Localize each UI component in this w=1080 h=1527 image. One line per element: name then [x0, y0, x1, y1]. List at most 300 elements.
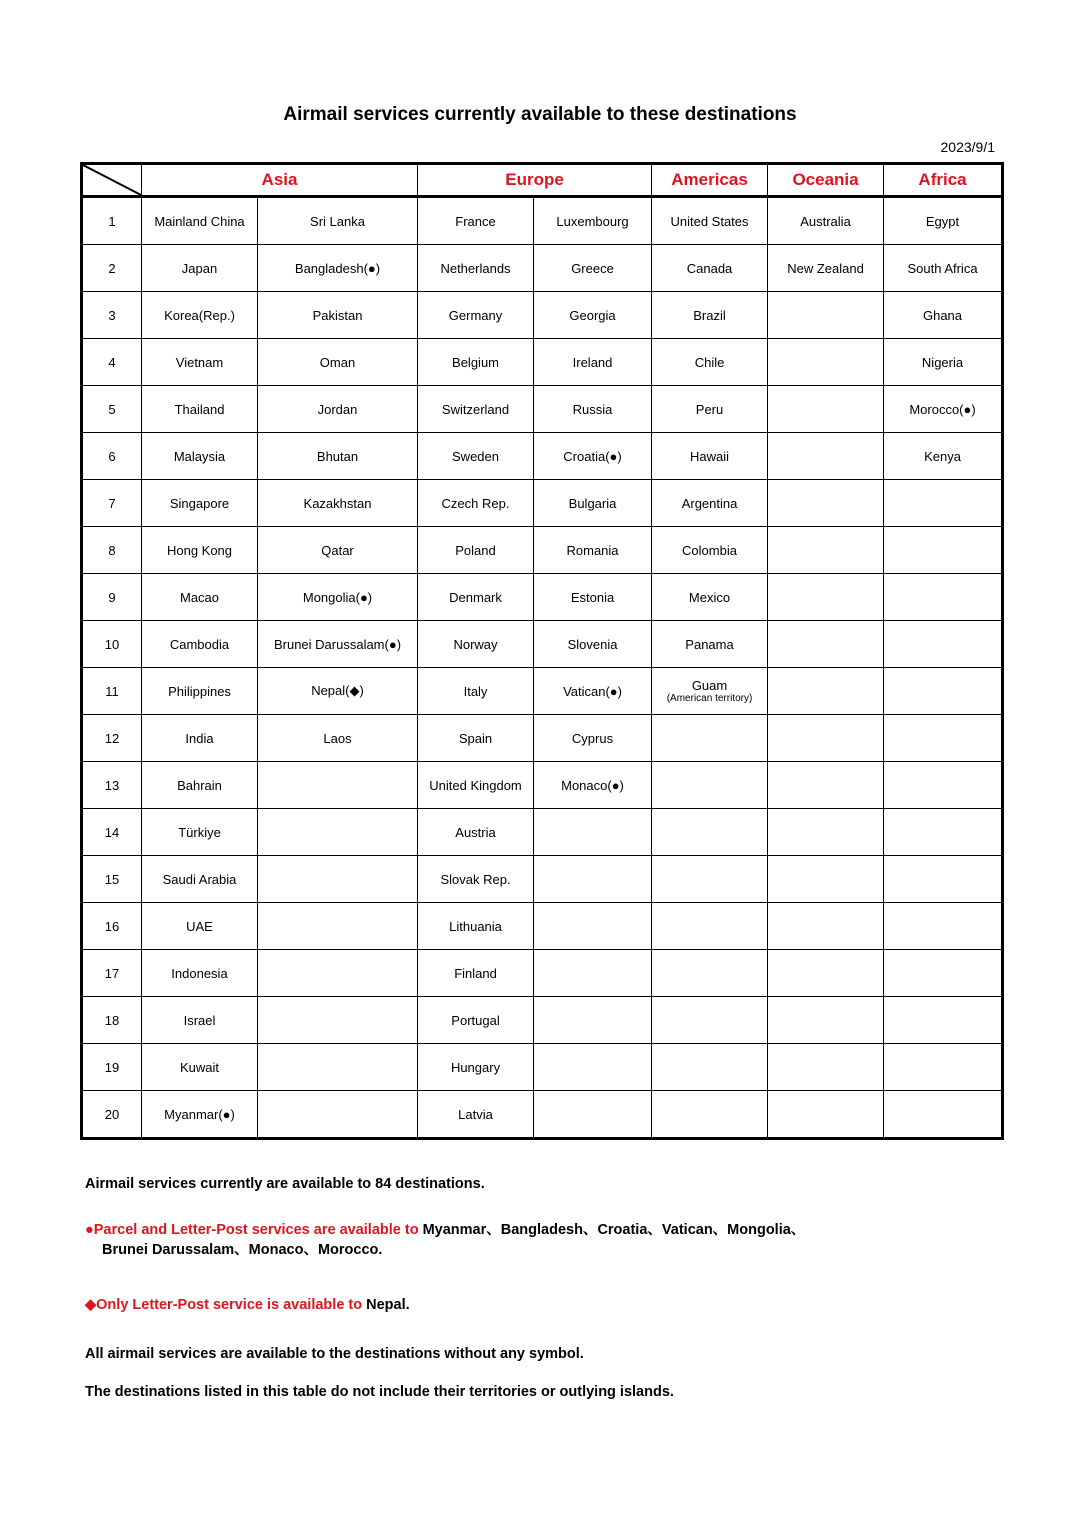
cell-asia-2: [258, 856, 418, 903]
cell-asia-1-text: Indonesia: [171, 965, 228, 981]
cell-africa: [884, 433, 1003, 480]
cell-oceania: [768, 245, 884, 292]
cell-asia-1-text: UAE: [186, 918, 213, 934]
cell-europe-1-text: Switzerland: [441, 401, 510, 417]
cell-asia-1-text: Myanmar(●): [164, 1106, 235, 1122]
cell-oceania: [768, 903, 884, 950]
cell-asia-1: [142, 292, 258, 339]
cell-oceania: [768, 809, 884, 856]
cell-americas: [652, 621, 768, 668]
cell-europe-2-text: Monaco(●): [561, 777, 624, 793]
cell-europe-2-text: Vatican(●): [563, 683, 622, 699]
cell-oceania: [768, 715, 884, 762]
cell-americas-text: Chile: [694, 354, 725, 370]
cell-europe-1: [418, 1091, 534, 1139]
header-africa: Africa: [884, 164, 1003, 197]
row-number-text: 17: [104, 965, 120, 981]
cell-asia-2-text: Kazakhstan: [303, 495, 372, 511]
cell-europe-2: [534, 809, 652, 856]
cell-africa: [884, 668, 1003, 715]
row-number: [82, 339, 142, 386]
cell-asia-1-text: Korea(Rep.): [164, 307, 235, 323]
cell-africa-text: Egypt: [925, 213, 960, 229]
cell-americas-text: Brazil: [693, 307, 726, 323]
row-number: [82, 197, 142, 245]
cell-asia-2: [258, 386, 418, 433]
cell-americas-subtext: (American territory): [666, 693, 753, 704]
row-number-text: 1: [108, 213, 116, 229]
cell-africa: [884, 1091, 1003, 1139]
cell-africa: [884, 480, 1003, 527]
cell-asia-2: [258, 903, 418, 950]
table-row: [82, 856, 1003, 903]
cell-europe-1: [418, 621, 534, 668]
cell-asia-2: [258, 668, 418, 715]
cell-americas: [652, 197, 768, 245]
cell-americas: [652, 950, 768, 997]
row-number-text: 2: [108, 260, 116, 276]
cell-africa: [884, 292, 1003, 339]
cell-asia-1-text: India: [185, 730, 214, 746]
cell-europe-2: [534, 1091, 652, 1139]
row-number-text: 8: [108, 542, 116, 558]
cell-europe-2: [534, 668, 652, 715]
cell-oceania: [768, 292, 884, 339]
cell-africa: [884, 809, 1003, 856]
cell-europe-2: [534, 527, 652, 574]
cell-europe-1: [418, 856, 534, 903]
issue-date: 2023/9/1: [940, 139, 995, 155]
row-number: [82, 809, 142, 856]
cell-africa: [884, 715, 1003, 762]
cell-americas: [652, 339, 768, 386]
cell-asia-1-text: Cambodia: [169, 636, 230, 652]
cell-asia-1: [142, 715, 258, 762]
header-row: [82, 164, 1003, 197]
cell-europe-2-text: Croatia(●): [563, 448, 622, 464]
cell-europe-2: [534, 292, 652, 339]
cell-asia-2: [258, 997, 418, 1044]
row-number-text: 5: [108, 401, 116, 417]
cell-asia-2: [258, 809, 418, 856]
cell-asia-2-text: Jordan: [317, 401, 358, 417]
row-number: [82, 621, 142, 668]
row-number-text: 7: [108, 495, 116, 511]
cell-oceania: [768, 197, 884, 245]
cell-asia-1: [142, 574, 258, 621]
cell-africa: [884, 762, 1003, 809]
table-row: [82, 574, 1003, 621]
letter-note: [85, 1297, 1045, 1313]
cell-europe-1-text: United Kingdom: [429, 777, 522, 793]
cell-europe-1-text: Lithuania: [449, 918, 502, 934]
cell-oceania: [768, 527, 884, 574]
cell-asia-2: [258, 433, 418, 480]
cell-asia-1: [142, 433, 258, 480]
cell-europe-1: [418, 762, 534, 809]
cell-africa-text: Kenya: [924, 448, 961, 464]
cell-asia-2: [258, 950, 418, 997]
row-number: [82, 480, 142, 527]
cell-europe-2: [534, 386, 652, 433]
cell-asia-1: [142, 809, 258, 856]
cell-europe-2-text: Estonia: [570, 589, 615, 605]
cell-oceania: [768, 668, 884, 715]
cell-europe-1-text: Czech Rep.: [441, 495, 510, 511]
cell-europe-1: [418, 668, 534, 715]
cell-europe-2: [534, 197, 652, 245]
table-row: [82, 339, 1003, 386]
cell-asia-1: [142, 339, 258, 386]
cell-europe-2: [534, 621, 652, 668]
cell-asia-2: [258, 339, 418, 386]
cell-asia-1: [142, 903, 258, 950]
cell-americas-text: Panama: [685, 636, 734, 652]
cell-africa: [884, 574, 1003, 621]
cell-americas: [652, 433, 768, 480]
cell-asia-2: [258, 574, 418, 621]
cell-europe-1-text: Spain: [458, 730, 493, 746]
cell-europe-2: [534, 1044, 652, 1091]
cell-asia-1: [142, 197, 258, 245]
cell-asia-1-text: Singapore: [169, 495, 230, 511]
cell-europe-2: [534, 762, 652, 809]
table-row: [82, 480, 1003, 527]
table-row: [82, 715, 1003, 762]
cell-africa: [884, 856, 1003, 903]
cell-europe-1: [418, 574, 534, 621]
header-europe: Europe: [418, 164, 652, 197]
cell-europe-1: [418, 527, 534, 574]
cell-europe-1: [418, 809, 534, 856]
cell-asia-1-text: Malaysia: [173, 448, 226, 464]
cell-asia-2-text: Pakistan: [312, 307, 363, 323]
row-number: [82, 903, 142, 950]
cell-europe-1: [418, 433, 534, 480]
cell-africa: [884, 245, 1003, 292]
cell-asia-2-text: Qatar: [321, 542, 354, 558]
table-row: [82, 668, 1003, 715]
letter-note-destination: Nepal.: [366, 1297, 410, 1313]
cell-oceania: [768, 997, 884, 1044]
cell-europe-1: [418, 245, 534, 292]
cell-europe-1-text: Norway: [453, 636, 498, 652]
cell-africa: [884, 950, 1003, 997]
cell-americas: [652, 1091, 768, 1139]
table-row: [82, 997, 1003, 1044]
row-number-text: 9: [108, 589, 116, 605]
cell-europe-1-text: Latvia: [458, 1106, 493, 1122]
cell-africa-text: South Africa: [907, 260, 978, 276]
cell-asia-1: [142, 527, 258, 574]
table-row: [82, 386, 1003, 433]
row-number: [82, 574, 142, 621]
row-number-text: 12: [104, 730, 120, 746]
cell-oceania: [768, 339, 884, 386]
cell-asia-1: [142, 1091, 258, 1139]
no-symbol-note: All airmail services are available to the destinations without any symbol.: [85, 1346, 584, 1362]
page-title: Airmail services currently available to these destinations: [283, 104, 797, 125]
table-row: [82, 1091, 1003, 1139]
table-row: [82, 527, 1003, 574]
cell-europe-2-text: Slovenia: [567, 636, 618, 652]
cell-asia-1: [142, 950, 258, 997]
cell-asia-1: [142, 668, 258, 715]
cell-asia-1-text: Philippines: [168, 683, 231, 699]
cell-americas: [652, 245, 768, 292]
cell-africa: [884, 527, 1003, 574]
cell-oceania: [768, 574, 884, 621]
total-note: Airmail services currently are available to 84 destinations.: [85, 1176, 485, 1192]
table-row: [82, 1044, 1003, 1091]
cell-asia-1-text: Hong Kong: [166, 542, 233, 558]
cell-asia-1: [142, 997, 258, 1044]
cell-africa: [884, 997, 1003, 1044]
cell-europe-1-text: France: [455, 213, 496, 229]
cell-asia-1-text: Kuwait: [179, 1059, 220, 1075]
row-number: [82, 527, 142, 574]
cell-asia-1-text: Türkiye: [178, 824, 221, 840]
cell-asia-2: [258, 762, 418, 809]
cell-europe-1: [418, 950, 534, 997]
row-number: [82, 1091, 142, 1139]
cell-americas: [652, 292, 768, 339]
cell-europe-1-text: Slovak Rep.: [440, 871, 511, 887]
cell-asia-1-text: Saudi Arabia: [162, 871, 237, 887]
cell-europe-1: [418, 1044, 534, 1091]
cell-asia-2-text: Oman: [319, 354, 356, 370]
header-oceania: Oceania: [768, 164, 884, 197]
cell-europe-1-text: Netherlands: [440, 260, 511, 276]
cell-oceania: [768, 856, 884, 903]
cell-europe-2: [534, 433, 652, 480]
cell-oceania: [768, 621, 884, 668]
cell-asia-2-text: Laos: [323, 730, 352, 746]
cell-americas: [652, 762, 768, 809]
row-number: [82, 386, 142, 433]
cell-americas: [652, 527, 768, 574]
parcel-note-list-1: Myanmar、Bangladesh、Croatia、Vatican、Mongolia、: [422, 1222, 806, 1238]
cell-europe-2: [534, 715, 652, 762]
cell-asia-2: [258, 715, 418, 762]
row-number-text: 14: [104, 824, 120, 840]
cell-africa: [884, 621, 1003, 668]
row-number: [82, 668, 142, 715]
parcel-note-list-2: Brunei Darussalam、Monaco、Morocco.: [102, 1242, 383, 1258]
cell-asia-1: [142, 245, 258, 292]
cell-africa: [884, 903, 1003, 950]
cell-asia-2: [258, 1091, 418, 1139]
row-number-text: 13: [104, 777, 120, 793]
row-number: [82, 715, 142, 762]
cell-oceania: [768, 762, 884, 809]
cell-europe-1-text: Poland: [455, 542, 496, 558]
row-number: [82, 292, 142, 339]
header-americas: Americas: [652, 164, 768, 197]
table-row: [82, 762, 1003, 809]
cell-americas-text: Hawaii: [690, 448, 730, 464]
cell-europe-2: [534, 903, 652, 950]
cell-americas: [652, 1044, 768, 1091]
row-number: [82, 1044, 142, 1091]
cell-asia-1-text: Thailand: [174, 401, 225, 417]
row-number-text: 18: [104, 1012, 120, 1028]
cell-americas-text: Guam: [691, 678, 728, 693]
row-number-text: 3: [108, 307, 116, 323]
cell-asia-1: [142, 856, 258, 903]
cell-asia-1-text: Vietnam: [175, 354, 224, 370]
row-number: [82, 762, 142, 809]
cell-oceania: [768, 950, 884, 997]
cell-europe-1-text: Belgium: [452, 354, 499, 370]
row-number-text: 6: [108, 448, 116, 464]
cell-asia-2-text: Bangladesh(●): [294, 260, 381, 276]
cell-oceania: [768, 1091, 884, 1139]
row-number: [82, 245, 142, 292]
cell-oceania: [768, 480, 884, 527]
row-number-text: 20: [104, 1106, 120, 1122]
table-row: [82, 903, 1003, 950]
row-number-text: 19: [104, 1059, 120, 1075]
cell-asia-2: [258, 245, 418, 292]
cell-americas: [652, 809, 768, 856]
cell-asia-2-text: Nepal(◆): [311, 683, 364, 698]
cell-europe-2-text: Romania: [566, 542, 619, 558]
row-number-text: 4: [108, 354, 116, 370]
cell-africa: [884, 339, 1003, 386]
cell-europe-2: [534, 997, 652, 1044]
cell-europe-1-text: Austria: [455, 824, 496, 840]
cell-americas: [652, 668, 768, 715]
cell-africa: [884, 1044, 1003, 1091]
row-number: [82, 950, 142, 997]
cell-europe-1-text: Germany: [448, 307, 503, 323]
cell-americas: [652, 997, 768, 1044]
cell-europe-2-text: Georgia: [569, 307, 616, 323]
row-number-text: 11: [105, 683, 119, 699]
cell-americas: [652, 856, 768, 903]
territories-note: The destinations listed in this table do not include their territories or outlying islands.: [85, 1384, 674, 1400]
cell-asia-2: [258, 197, 418, 245]
cell-asia-1-text: Macao: [179, 589, 220, 605]
cell-asia-2: [258, 292, 418, 339]
cell-europe-2-text: Greece: [571, 260, 614, 276]
row-number: [82, 433, 142, 480]
row-number-text: 15: [104, 871, 120, 887]
table-body: [82, 197, 1003, 1139]
cell-americas-text: Mexico: [688, 589, 731, 605]
table-row: [82, 621, 1003, 668]
cell-africa-text: Morocco(●): [909, 401, 976, 417]
cell-asia-2: [258, 621, 418, 668]
cell-europe-1: [418, 480, 534, 527]
cell-europe-1: [418, 292, 534, 339]
cell-europe-2-text: Ireland: [572, 354, 613, 370]
row-number-text: 10: [104, 636, 120, 652]
cell-africa-text: Nigeria: [921, 354, 964, 370]
cell-oceania: [768, 386, 884, 433]
cell-asia-2: [258, 527, 418, 574]
cell-oceania-text: New Zealand: [787, 260, 864, 276]
cell-europe-1-text: Portugal: [451, 1012, 500, 1028]
cell-asia-1: [142, 621, 258, 668]
cell-europe-1: [418, 903, 534, 950]
cell-americas: [652, 386, 768, 433]
cell-europe-2: [534, 950, 652, 997]
cell-americas-text: United States: [670, 213, 749, 229]
cell-europe-1-text: Italy: [463, 683, 488, 699]
cell-oceania: [768, 433, 884, 480]
cell-americas: [652, 903, 768, 950]
diagonal-line-icon: [83, 165, 141, 195]
cell-americas-text: Colombia: [682, 542, 737, 558]
cell-europe-1: [418, 339, 534, 386]
table-row: [82, 809, 1003, 856]
cell-asia-1-text: Japan: [181, 260, 218, 276]
cell-europe-2-text: Cyprus: [571, 730, 614, 746]
cell-europe-1-text: Hungary: [450, 1059, 501, 1075]
row-number-text: 16: [104, 918, 120, 934]
cell-americas: [652, 715, 768, 762]
cell-asia-1: [142, 480, 258, 527]
cell-europe-1-text: Sweden: [452, 448, 499, 464]
parcel-note-label: ●Parcel and Letter-Post services are available to: [85, 1222, 423, 1238]
row-number: [82, 997, 142, 1044]
cell-europe-2-text: Russia: [572, 401, 613, 417]
cell-europe-2: [534, 339, 652, 386]
cell-europe-1: [418, 715, 534, 762]
cell-europe-1-text: Finland: [454, 965, 497, 981]
cell-africa: [884, 197, 1003, 245]
cell-asia-1-text: Bahrain: [177, 777, 222, 793]
cell-asia-2-text: Bhutan: [316, 448, 359, 464]
header-asia: Asia: [142, 164, 418, 197]
cell-asia-2: [258, 1044, 418, 1091]
table-row: [82, 950, 1003, 997]
cell-americas-text: Argentina: [681, 495, 738, 511]
corner-cell: [82, 164, 142, 197]
cell-asia-1: [142, 762, 258, 809]
cell-americas-text: Peru: [695, 401, 724, 417]
table-row: [82, 433, 1003, 480]
cell-asia-1-text: Mainland China: [154, 213, 245, 229]
cell-africa: [884, 386, 1003, 433]
cell-europe-2: [534, 480, 652, 527]
parcel-note: [85, 1220, 1045, 1260]
cell-europe-2-text: Luxembourg: [556, 213, 629, 229]
cell-asia-2-text: Brunei Darussalam(●): [273, 636, 402, 652]
cell-asia-1: [142, 1044, 258, 1091]
cell-asia-2-text: Sri Lanka: [310, 213, 365, 229]
cell-oceania: [768, 1044, 884, 1091]
cell-europe-1-text: Denmark: [449, 589, 502, 605]
cell-europe-1: [418, 386, 534, 433]
cell-asia-1-text: Israel: [183, 1012, 216, 1028]
table-row: [82, 292, 1003, 339]
cell-americas: [652, 574, 768, 621]
cell-europe-2: [534, 856, 652, 903]
cell-americas-text: Canada: [686, 260, 733, 276]
table-row: [82, 197, 1003, 245]
destinations-table: [80, 162, 1004, 1140]
cell-europe-1: [418, 997, 534, 1044]
cell-asia-2-text: Mongolia(●): [302, 589, 373, 605]
cell-europe-2: [534, 245, 652, 292]
letter-note-label: ◆Only Letter-Post service is available to: [85, 1297, 367, 1313]
cell-europe-2: [534, 574, 652, 621]
cell-americas: [652, 480, 768, 527]
cell-africa-text: Ghana: [922, 307, 963, 323]
